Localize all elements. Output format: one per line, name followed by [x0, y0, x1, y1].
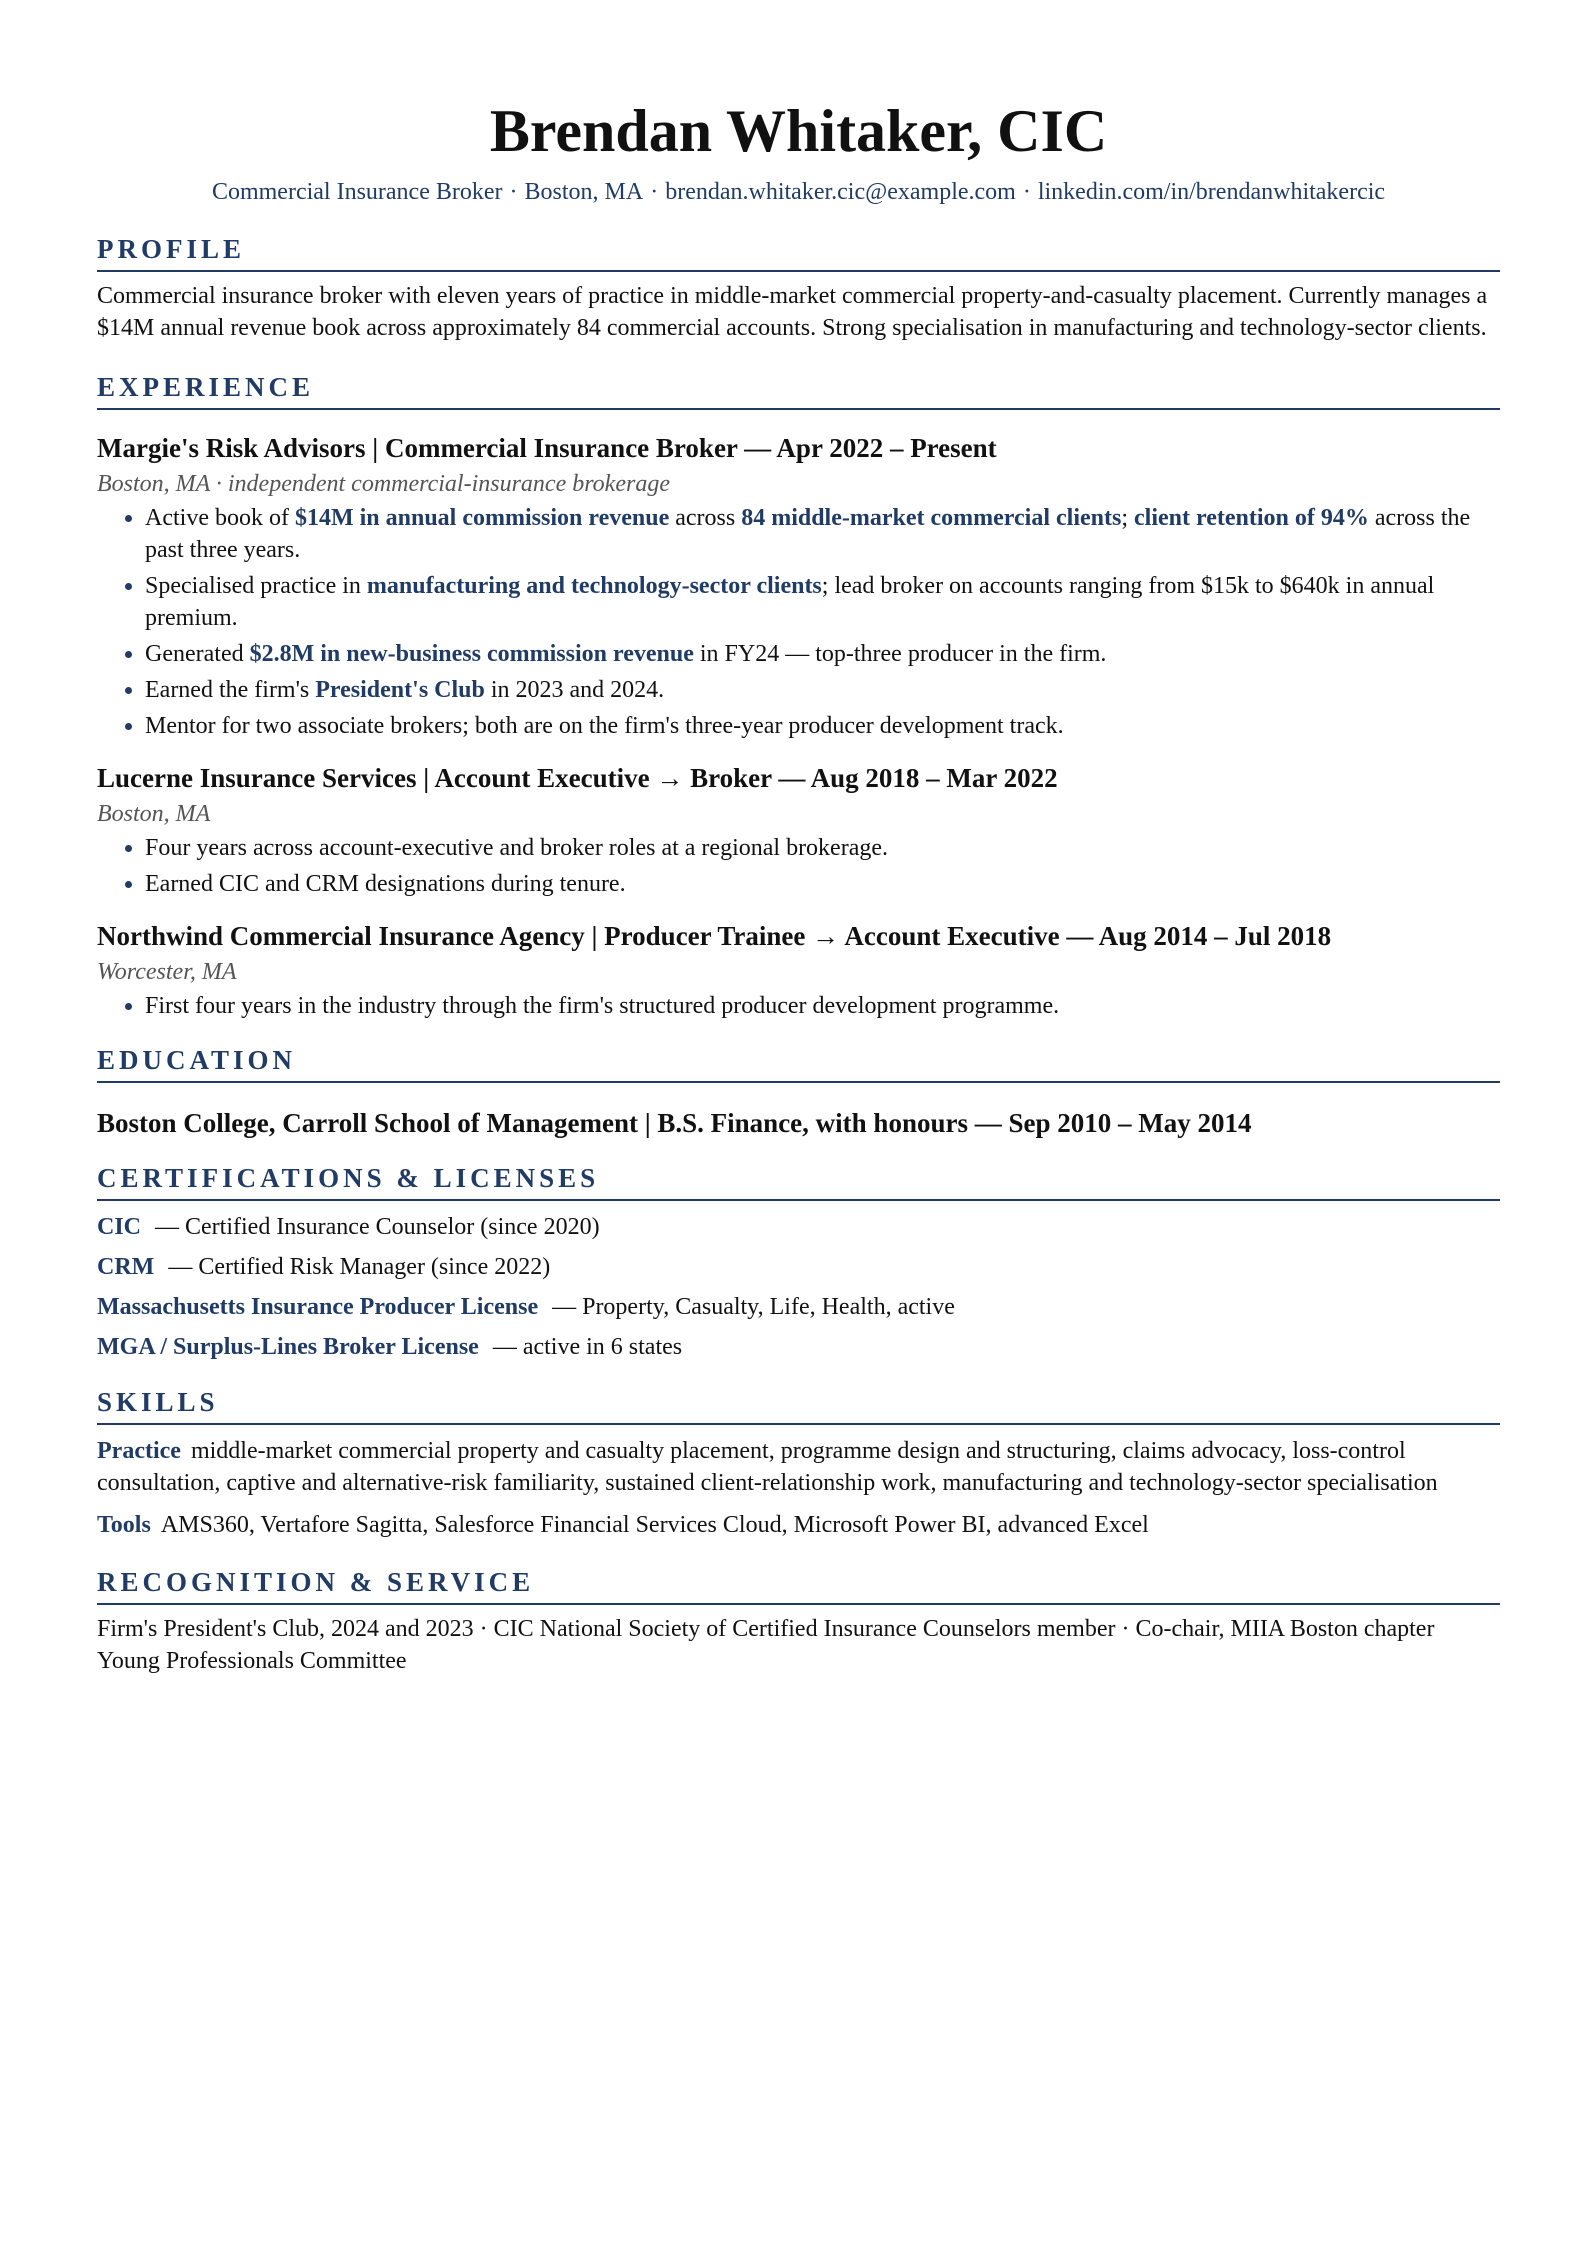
job-bullet: • Generated $2.8M in new-business commission revenue in FY24 — top-three producer in the firm. — [145, 638, 1500, 670]
contact-separator: · — [509, 179, 518, 205]
job-bullets — [97, 990, 1500, 1022]
skills-practice-text: middle-market commercial property and casualty placement, programme design and structuring, claims advocacy, loss-control consultation, captive and alternative-risk familiarity, sustained client-relationship work, manufacturing and technology-sector specialisation — [97, 1438, 1438, 1496]
education-entry: Boston College, Carroll School of Management | B.S. Finance, with honours — Sep 2010 – May 2014 — [97, 1108, 1252, 1138]
job-title: Lucerne Insurance Services | Account Executive → Broker — Aug 2018 – Mar 2022 — [97, 763, 1058, 793]
job-bullet: • Mentor for two associate brokers; both are on the firm's three-year producer development track. — [145, 710, 1500, 742]
certification-name: MGA / Surplus-Lines Broker License — [97, 1334, 479, 1360]
job-bullet: • Earned the firm's President's Club in 2023 and 2024. — [145, 674, 1500, 706]
certification-desc: — active in 6 states — [492, 1334, 683, 1360]
skills-tools — [97, 1509, 1500, 1541]
certification-item — [97, 1331, 1500, 1363]
job-bullet: • Four years across account-executive and broker roles at a regional brokerage. — [145, 832, 1500, 864]
job-entry — [97, 920, 1500, 1022]
contact-location: Boston, MA — [524, 179, 644, 205]
skills-practice-label: Practice — [97, 1438, 181, 1464]
contact-role: Commercial Insurance Broker — [211, 179, 503, 205]
job-title: Margie's Risk Advisors | Commercial Insurance Broker — Apr 2022 – Present — [97, 433, 997, 463]
job-entry — [97, 432, 1500, 742]
section-heading-education: EDUCATION — [97, 1045, 1500, 1083]
certification-item — [97, 1211, 1500, 1243]
certification-desc: — Property, Casualty, Life, Health, active — [552, 1294, 955, 1320]
certification-name: CIC — [97, 1214, 142, 1240]
certification-name: CRM — [97, 1254, 155, 1280]
job-bullets — [97, 832, 1500, 900]
section-heading-skills: SKILLS — [97, 1387, 1500, 1425]
certification-desc: — Certified Insurance Counselor (since 2020) — [155, 1214, 600, 1240]
section-heading-recognition: RECOGNITION & SERVICE — [97, 1567, 1500, 1605]
job-title: Northwind Commercial Insurance Agency | Producer Trainee → Account Executive — Aug 2014 – Jul 2018 — [97, 921, 1332, 951]
section-heading-certifications: CERTIFICATIONS & LICENSES — [97, 1163, 1500, 1201]
section-heading-experience: EXPERIENCE — [97, 372, 1500, 410]
contact-line — [97, 177, 1500, 207]
job-bullets — [97, 502, 1500, 742]
job-bullet: • Specialised practice in manufacturing and technology-sector clients; lead broker on accounts ranging from $15k to $640k in annual premium. — [145, 570, 1500, 634]
contact-separator: · — [1022, 179, 1031, 205]
contact-separator: · — [650, 179, 659, 205]
section-heading-profile: PROFILE — [97, 234, 1500, 272]
certification-item — [97, 1251, 1500, 1283]
job-bullet: • Active book of $14M in annual commission revenue across 84 middle-market commercial clients; client retention of 94% across the past three years. — [145, 502, 1500, 566]
recognition-text: Firm's President's Club, 2024 and 2023 · CIC National Society of Certified Insurance Counselors member · Co-chair, MIIA Boston chapter Young Professionals Committee — [97, 1616, 1435, 1674]
job-location: Boston, MA — [97, 801, 211, 827]
contact-linkedin[interactable]: linkedin.com/in/brendanwhitakercic — [1037, 179, 1386, 205]
skills-practice — [97, 1435, 1500, 1499]
job-location: Boston, MA · independent commercial-insurance brokerage — [97, 471, 670, 497]
job-location: Worcester, MA — [97, 959, 237, 985]
profile-summary: Commercial insurance broker with eleven years of practice in middle-market commercial property-and-casualty placement. Currently manages a $14M annual revenue book across approximately 84 commercial accounts. Strong specialisation in manufacturing and technology-sector clients. — [97, 283, 1488, 341]
skills-tools-label: Tools — [97, 1512, 151, 1538]
skills-tools-text: AMS360, Vertafore Sagitta, Salesforce Financial Services Cloud, Microsoft Power BI, advanced Excel — [160, 1512, 1149, 1538]
certification-desc: — Certified Risk Manager (since 2022) — [168, 1254, 551, 1280]
certification-list — [97, 1211, 1500, 1363]
certification-name: Massachusetts Insurance Producer License — [97, 1294, 539, 1320]
candidate-name: Brendan Whitaker, CIC — [489, 98, 1108, 164]
resume-page — [97, 0, 1500, 1677]
job-bullet: • First four years in the industry through the firm's structured producer development programme. — [145, 990, 1500, 1022]
certification-item — [97, 1291, 1500, 1323]
job-bullet: • Earned CIC and CRM designations during tenure. — [145, 868, 1500, 900]
contact-email[interactable]: brendan.whitaker.cic@example.com — [665, 179, 1016, 205]
job-entry — [97, 762, 1500, 900]
